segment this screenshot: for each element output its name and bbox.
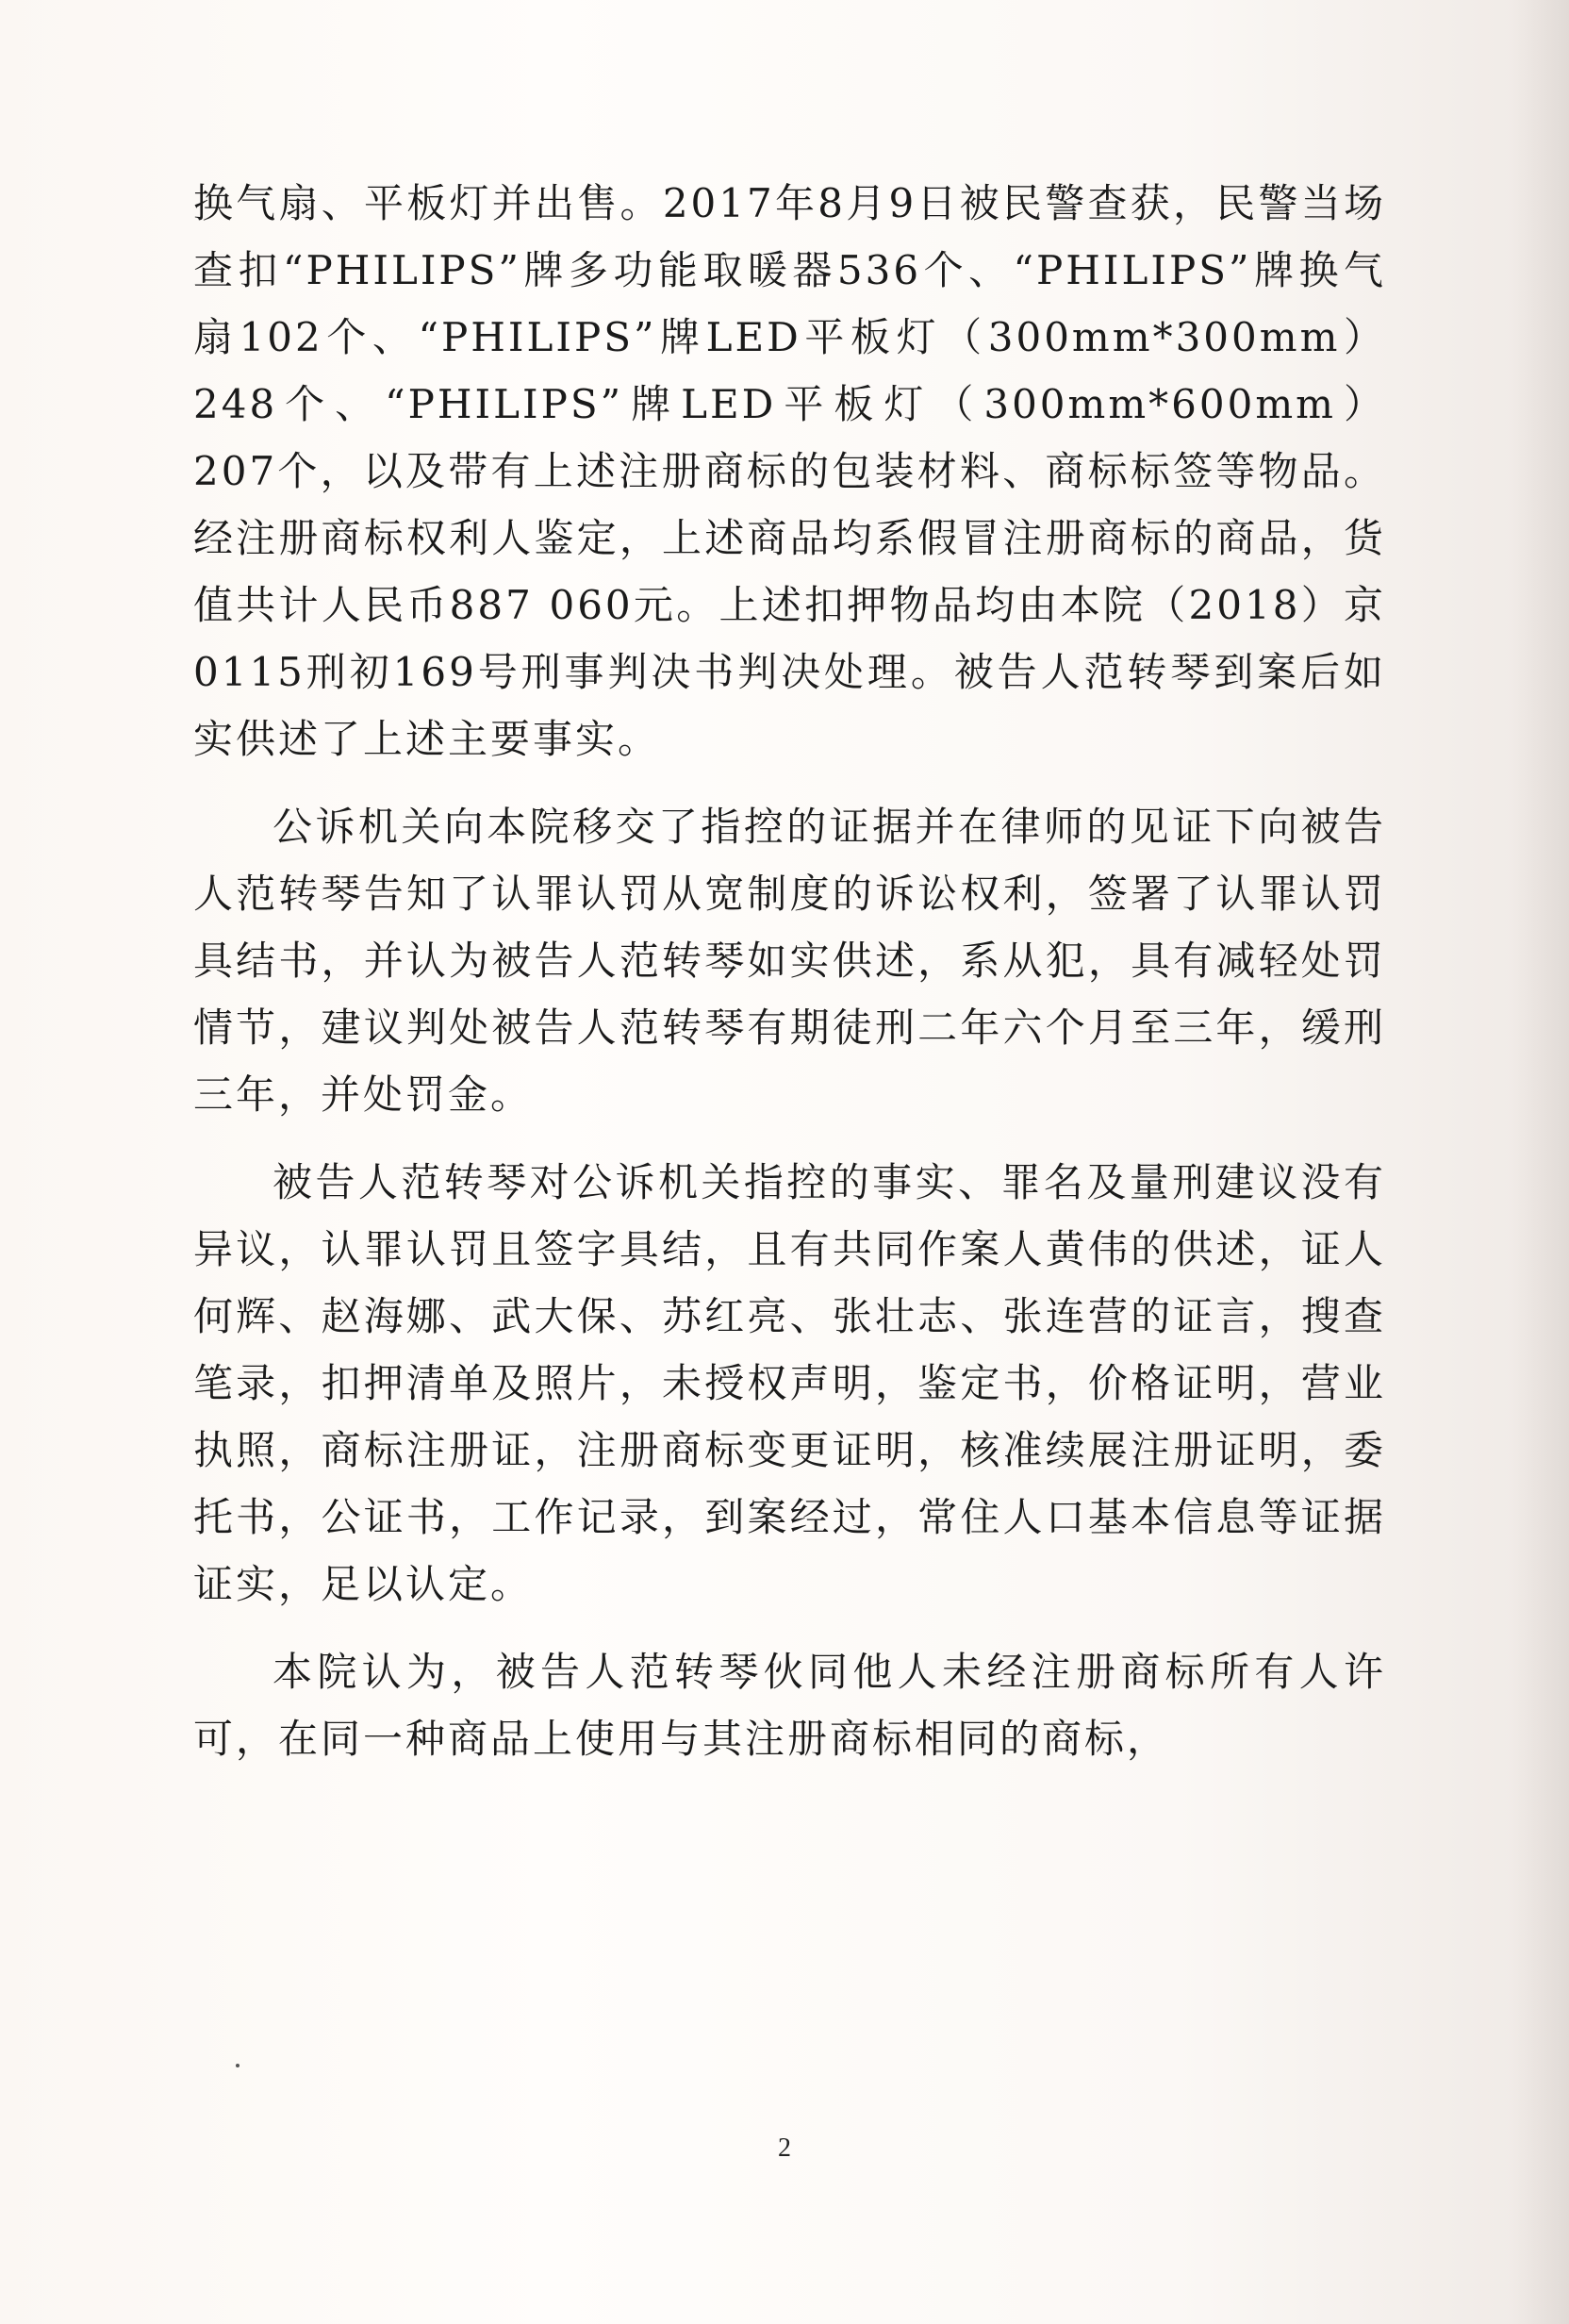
- paragraph-prosecution-evidence: 公诉机关向本院移交了指控的证据并在律师的见证下向被告人范转琴告知了认罪认罚从宽制度的诉讼权利，签署了认罪认罚具结书，并认为被告人范转琴如实供述，系从犯，具有减轻处罚情节，建议判处被告人范转琴有期徒刑二年六个月至三年，缓刑三年，并处罚金。: [193, 804, 1386, 1118]
- paragraph-defendant-plea: 被告人范转琴对公诉机关指控的事实、罪名及量刑建议没有异议，认罪认罚且签字具结，且有共同作案人黄伟的供述，证人何辉、赵海娜、武大保、苏红亮、张壮志、张连营的证言，搜查笔录，扣押清单及照片，未授权声明，鉴定书，价格证明，营业执照，商标注册证，注册商标变更证明，核准续展注册证明，委托书，公证书，工作记录，到案经过，常住人口基本信息等证据证实，足以认定。: [193, 1159, 1386, 1607]
- document-body: [193, 170, 1386, 1793]
- paragraph-court-opinion: 本院认为，被告人范转琴伙同他人未经注册商标所有人许可，在同一种商品上使用与其注册商标相同的商标，: [193, 1649, 1386, 1762]
- page-edge-shadow: [1512, 0, 1569, 2324]
- paragraph-continuation: 换气扇、平板灯并出售。2017年8月9日被民警查获，民警当场查扣“PHILIPS”牌多功能取暖器536个、“PHILIPS”牌换气扇102个、“PHILIPS”牌LED平板灯（300mm*300mm）248个、“PHILIPS”牌LED平板灯（300mm*600mm）207个，以及带有上述注册商标的包装材料、商标标签等物品。经注册商标权利人鉴定，上述商品均系假冒注册商标的商品，货值共计人民币887 060元。上述扣押物品均由本院（2018）京0115刑初169号刑事判决书判决处理。被告人范转琴到案后如实供述了上述主要事实。: [193, 180, 1386, 762]
- page-number: 2: [778, 2133, 791, 2163]
- scan-speck: [236, 2064, 239, 2067]
